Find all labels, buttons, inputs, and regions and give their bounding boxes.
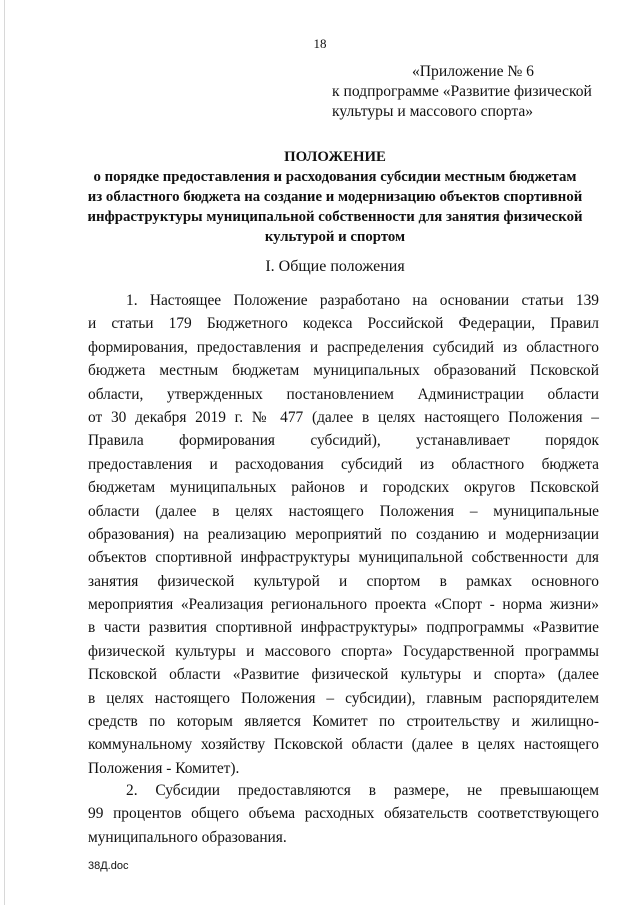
- paragraph-line: предоставления и расходования субсидий из областного бюджета: [88, 455, 599, 473]
- paragraph-1: [88, 289, 599, 780]
- paragraph-line: в части развития спортивной инфраструктуры» подпрограммы «Развитие: [88, 619, 599, 637]
- paragraph-line: образования) на реализацию мероприятий по созданию и модернизации: [88, 525, 599, 543]
- paragraph-line: Правила формирования субсидий), устанавливает порядок: [88, 432, 599, 450]
- paragraph-line: и статьи 179 Бюджетного кодекса Российской Федерации, Правил: [88, 315, 599, 333]
- page-number: 18: [313, 36, 327, 51]
- paragraph-2: [88, 779, 599, 849]
- paragraph-line: мероприятия «Реализация регионального проекта «Спорт - норма жизни»: [88, 596, 599, 614]
- paragraph-line: Положения - Комитет).: [88, 759, 240, 777]
- title-line: инфраструктуры муниципальной собственности для занятия физической: [87, 209, 583, 225]
- appendix-line: «Приложение № 6: [412, 63, 534, 80]
- paragraph-line: области, утвержденных постановлением Администрации области: [88, 385, 599, 403]
- paragraph-line: муниципального образования.: [88, 828, 287, 846]
- paragraph-line: 99 процентов общего объема расходных обязательств соответствующего: [88, 805, 599, 823]
- paragraph-line: области (далее в целях настоящего Положения – муниципальные: [88, 502, 599, 520]
- paragraph-line: объектов спортивной инфраструктуры муниципальной собственности для: [88, 549, 599, 567]
- paragraph-line: формирования, предоставления и распределения субсидий из областного: [88, 338, 599, 356]
- paragraph-line: от 30 декабря 2019 г. № 477 (далее в целях настоящего Положения –: [88, 408, 599, 426]
- paragraph-line: занятия физической культурой и спортом в рамках основного: [88, 572, 599, 590]
- paragraph-line: средств по которым является Комитет по строительству и жилищно-: [88, 713, 599, 731]
- paragraph-line: 1. Настоящее Положение разработано на основании статьи 139: [126, 292, 599, 309]
- document-title: [60, 147, 610, 247]
- title-line: о порядке предоставления и расходования субсидии местным бюджетам: [93, 169, 577, 185]
- paragraph-line: бюджетам муниципальных районов и городских округов Псковской: [88, 479, 599, 497]
- paragraph-line: физической культуры и массового спорта» Государственной программы: [88, 642, 599, 660]
- title-line: из областного бюджета на создание и модернизацию объектов спортивной: [87, 189, 583, 205]
- footer-filename: 38Д.doc: [88, 860, 129, 872]
- paragraph-line: 2. Субсидии предоставляются в размере, не превышающем: [126, 782, 599, 799]
- title-line: культурой и спортом: [264, 229, 406, 245]
- appendix-line: культуры и массового спорта»: [332, 103, 534, 120]
- appendix-reference: [332, 62, 612, 122]
- paragraph-line: коммунальному хозяйству Псковской области (далее в целях настоящего: [88, 736, 599, 754]
- paragraph-line: бюджета местным бюджетам муниципальных образований Псковской: [88, 362, 599, 380]
- appendix-line: к подпрограмме «Развитие физической: [332, 83, 592, 100]
- scan-edge-line: [4, 0, 5, 905]
- paragraph-line: в целях настоящего Положения – субсидии), главным распорядителем: [88, 689, 599, 707]
- section-heading: I. Общие положения: [265, 258, 405, 275]
- title-heading: ПОЛОЖЕНИЕ: [284, 149, 386, 165]
- paragraph-line: Псковской области «Развитие физической культуры и спорта» (далее: [88, 666, 599, 684]
